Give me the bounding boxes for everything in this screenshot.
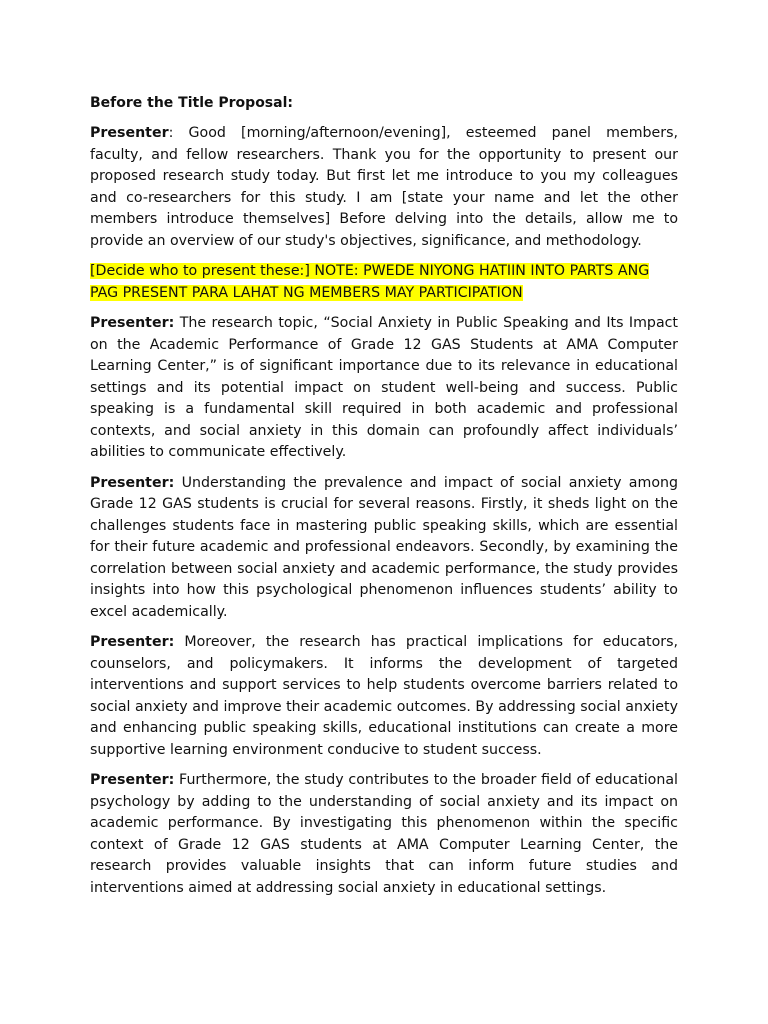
- highlighted-note: [90, 261, 678, 304]
- note-text: [Decide who to present these:] NOTE: PWEDE NIYONG HATIIN INTO PARTS ANG PAG PRESENT PARA LAHAT NG MEMBERS MAY PARTICIPATION: [90, 263, 650, 301]
- paragraph-text: Understanding the prevalence and impact of social anxiety among Grade 12 GAS students is crucial for several reasons. Firstly, it sheds light on the challenges students face in mastering public speaking skills, which are essential for their future academic and professional endeavors. Secondly, by examining the correlation between social anxiety and academic performance, the study provides insights into how this psychological phenomenon influences students’ ability to excel academically.: [90, 474, 678, 620]
- paragraph-text: Moreover, the research has practical implications for educators, counselors, and policymakers. It informs the development of targeted interventions and support services to help students overcome barriers related to social anxiety and improve their academic outcomes. By addressing social anxiety and enhancing public speaking skills, educational institutions can create a more supportive learning environment conducive to student success.: [90, 634, 678, 758]
- document-body: [90, 92, 678, 908]
- body-paragraph: [90, 313, 678, 464]
- body-paragraph: [90, 473, 678, 624]
- paragraph-text: Furthermore, the study contributes to the broader field of educational psychology by adding to the understanding of social anxiety and its impact on academic performance. By investigating this phenomenon within the specific context of Grade 12 GAS students at AMA Computer Learning Center, the research provides valuable insights that can inform future studies and interventions aimed at addressing social anxiety in educational settings.: [90, 772, 678, 896]
- presenter-label: Presenter: [90, 125, 169, 141]
- section-heading: Before the Title Proposal:: [90, 95, 293, 111]
- presenter-label: Presenter:: [90, 772, 175, 788]
- presenter-label: Presenter:: [90, 634, 175, 650]
- body-paragraph: [90, 770, 678, 899]
- presenter-label: Presenter:: [90, 315, 175, 331]
- paragraph-text: : Good [morning/afternoon/evening], esteemed panel members, faculty, and fellow researchers. Thank you for the opportunity to present our proposed research study today. But first let me introduce to you my colleagues and co-researchers for this study. I am [state your name and let the other members introduce themselves] Before delving into the details, allow me to provide an overview of our study's objectives, significance, and methodology.: [90, 125, 678, 249]
- intro-paragraph: [90, 123, 678, 252]
- body-paragraph: [90, 632, 678, 761]
- paragraph-text: The research topic, “Social Anxiety in Public Speaking and Its Impact on the Academic Performance of Grade 12 GAS Students at AMA Computer Learning Center,” is of significant importance due to its relevance in educational settings and its potential impact on student well-being and success. Public speaking is a fundamental skill required in both academic and professional contexts, and social anxiety in this domain can profoundly affect individuals’ abilities to communicate effectively.: [90, 315, 678, 460]
- presenter-label: Presenter:: [90, 474, 175, 491]
